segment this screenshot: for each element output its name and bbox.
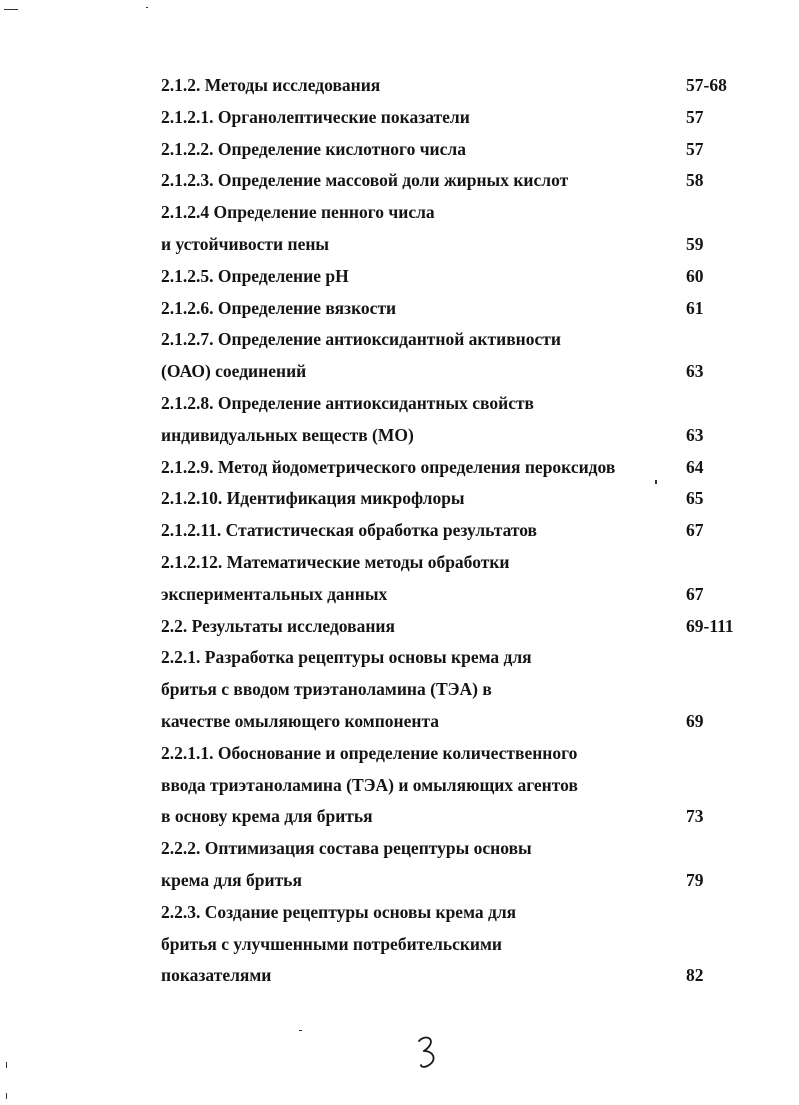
toc-entry-line bbox=[161, 515, 761, 547]
toc-entry-line bbox=[161, 611, 761, 643]
toc-entry-line bbox=[161, 452, 761, 484]
toc-entry-page: 69-111 bbox=[686, 615, 734, 636]
toc-entry-title: 2.1.2.2. Определение кислотного числа bbox=[161, 138, 466, 159]
toc-entry-line bbox=[161, 197, 761, 229]
toc-entry-title: бритья с улучшенными потребительскими bbox=[161, 933, 503, 954]
toc-entry-page: 57 bbox=[686, 106, 704, 127]
toc-entry-line bbox=[161, 706, 761, 738]
toc-entry-title: 2.1.2.4 Определение пенного числа bbox=[161, 202, 435, 223]
toc-entry-title: 2.1.2.8. Определение антиоксидантных свойств bbox=[161, 392, 535, 413]
scan-artifact bbox=[6, 1093, 7, 1099]
toc-entry-title: 2.2.1. Разработка рецептуры основы крема для bbox=[161, 647, 532, 668]
toc-entry-line bbox=[161, 738, 761, 770]
toc-entry-page: 58 bbox=[686, 170, 704, 191]
toc-entry-title: показателями bbox=[161, 965, 272, 986]
toc-entry-line bbox=[161, 801, 761, 833]
toc-entry-line bbox=[161, 547, 761, 579]
toc-entry-line bbox=[161, 102, 761, 134]
toc-entry-title: 2.1.2.6. Определение вязкости bbox=[161, 297, 397, 318]
toc-entry-line bbox=[161, 642, 761, 674]
toc-entry-title: 2.1.2.12. Математические методы обработки bbox=[161, 551, 510, 572]
toc-entry-title: 2.1.2.10. Идентификация микрофлоры bbox=[161, 488, 465, 509]
toc-entry-line bbox=[161, 579, 761, 611]
handwritten-page-number bbox=[412, 1032, 442, 1072]
scan-artifact bbox=[146, 7, 148, 8]
toc-entry-line bbox=[161, 70, 761, 102]
toc-entry-line bbox=[161, 960, 761, 992]
toc-entry-line bbox=[161, 897, 761, 929]
toc-entry-title: 2.2.2. Оптимизация состава рецептуры основы bbox=[161, 838, 532, 859]
toc-entry-title: (ОАО) соединений bbox=[161, 361, 307, 382]
toc-entry-line bbox=[161, 293, 761, 325]
toc-entry-line bbox=[161, 165, 761, 197]
toc-entry-title: в основу крема для бритья bbox=[161, 806, 373, 827]
toc-entry-page: 63 bbox=[686, 361, 704, 382]
toc-entry-title: 2.2.3. Создание рецептуры основы крема для bbox=[161, 901, 517, 922]
toc-entry-page: 67 bbox=[686, 583, 704, 604]
toc-entry-line bbox=[161, 929, 761, 961]
toc-entry-page: 63 bbox=[686, 424, 704, 445]
page-number-text bbox=[418, 1040, 419, 1041]
toc-entry-title: индивидуальных веществ (МО) bbox=[161, 424, 414, 445]
toc-entry-page: 64 bbox=[686, 456, 704, 477]
toc-entry-line bbox=[161, 865, 761, 897]
toc-entry-line bbox=[161, 134, 761, 166]
toc-entry-title: 2.1.2.5. Определение рН bbox=[161, 265, 349, 286]
toc-entry-line bbox=[161, 388, 761, 420]
toc-entry-title: и устойчивости пены bbox=[161, 233, 330, 254]
toc-entry-page: 69 bbox=[686, 710, 704, 731]
toc-entry-page: 57-68 bbox=[686, 75, 727, 95]
toc-entry-page: 65 bbox=[686, 488, 704, 509]
toc-entry-page: 79 bbox=[686, 869, 704, 890]
toc-entry-line bbox=[161, 483, 761, 515]
toc-entry-line bbox=[161, 833, 761, 865]
toc-entry-line bbox=[161, 674, 761, 706]
toc-entry-line bbox=[161, 324, 761, 356]
toc-entry-title: 2.1.2.9. Метод йодометрического определения пероксидов bbox=[161, 456, 616, 477]
scan-artifact bbox=[299, 1030, 302, 1031]
toc-entry-page: 57 bbox=[686, 138, 704, 159]
toc-entry-title: 2.2. Результаты исследования bbox=[161, 615, 395, 636]
toc-entry-page: 73 bbox=[686, 806, 704, 827]
toc-entry-page: 82 bbox=[686, 965, 704, 986]
toc-entry-line bbox=[161, 420, 761, 452]
toc-entry-page: 60 bbox=[686, 265, 704, 286]
scan-artifact bbox=[4, 9, 18, 10]
toc-entry-title: крема для бритья bbox=[161, 869, 302, 890]
toc-entry-title: качестве омыляющего компонента bbox=[161, 710, 440, 731]
toc-entry-title: 2.1.2.3. Определение массовой доли жирных кислот bbox=[161, 170, 569, 191]
scan-artifact bbox=[6, 1062, 7, 1068]
toc-entry-title: экспериментальных данных bbox=[161, 583, 388, 604]
toc-entry-title: 2.1.2.7. Определение антиоксидантной активности bbox=[161, 329, 561, 350]
toc-entry-title: 2.1.2. Методы исследования bbox=[161, 75, 381, 95]
toc-entry-line bbox=[161, 356, 761, 388]
toc-entry-page: 61 bbox=[686, 297, 704, 318]
toc-entry-page: 67 bbox=[686, 520, 704, 541]
toc-entry-title: ввода триэтаноламина (ТЭА) и омыляющих агентов bbox=[161, 774, 578, 795]
toc-entry-line bbox=[161, 229, 761, 261]
toc-entry-title: бритья с вводом триэтаноламина (ТЭА) в bbox=[161, 679, 492, 700]
toc-entry-title: 2.2.1.1. Обоснование и определение количественного bbox=[161, 742, 578, 763]
toc-entry-line bbox=[161, 770, 761, 802]
toc-entry-title: 2.1.2.1. Органолептические показатели bbox=[161, 106, 470, 127]
table-of-contents bbox=[161, 70, 761, 992]
toc-entry-line bbox=[161, 261, 761, 293]
toc-entry-page: 59 bbox=[686, 233, 704, 254]
toc-entry-title: 2.1.2.11. Статистическая обработка результатов bbox=[161, 520, 538, 541]
